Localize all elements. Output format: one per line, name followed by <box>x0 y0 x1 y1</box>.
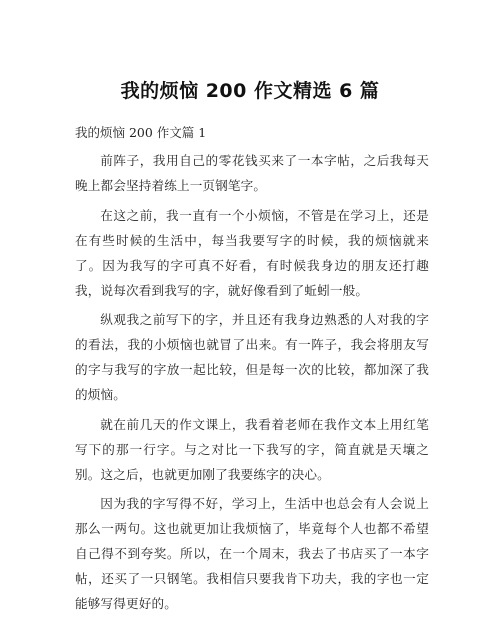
paragraph: 纵观我之前写下的字，并且还有我身边熟悉的人对我的字的看法，我的小烦恼也就冒了出来。有一阵子，我会将朋友写的字与我写的字放一起比较，但是每一次的比较，都加深了我的烦恼。 <box>75 312 429 402</box>
article-body <box>75 148 429 621</box>
paragraph: 前阵子，我用自己的零花钱买来了一本字帖，之后我每天晚上都会坚持着练上一页钢笔字。 <box>75 153 429 193</box>
paragraph: 就在前几天的作文课上，我看着老师在我作文本上用红笔写下的那一行字。与之对比一下我写的字，简直就是天壤之别。这之后，也就更加刚了我要练字的决心。 <box>75 416 429 482</box>
paragraph: 在这之前，我一直有一个小烦恼，不管是在学习上，还是在有些时候的生活中，每当我要写字的时候，我的烦恼就来了。因为我写的字可真不好看，有时候我身边的朋友还打趣我，说每次看到我写的字，就好像看到了蚯蚓一般。 <box>75 207 429 298</box>
section-heading: 我的烦恼 200 作文篇 1 <box>75 125 207 140</box>
paragraph: 因为我的字写得不好，学习上，生活中也总会有人会说上那么一两句。这也就更加让我烦恼了，毕竟每个人也都不希望自己得不到夸奖。所以，在一个周末，我去了书店买了一本字帖，还买了一只钢笔。我相信只要我肯下功夫，我的字也一定能够写得更好的。 <box>75 496 429 611</box>
document-title: 我的烦恼 200 作文精选 6 篇 <box>120 80 380 102</box>
